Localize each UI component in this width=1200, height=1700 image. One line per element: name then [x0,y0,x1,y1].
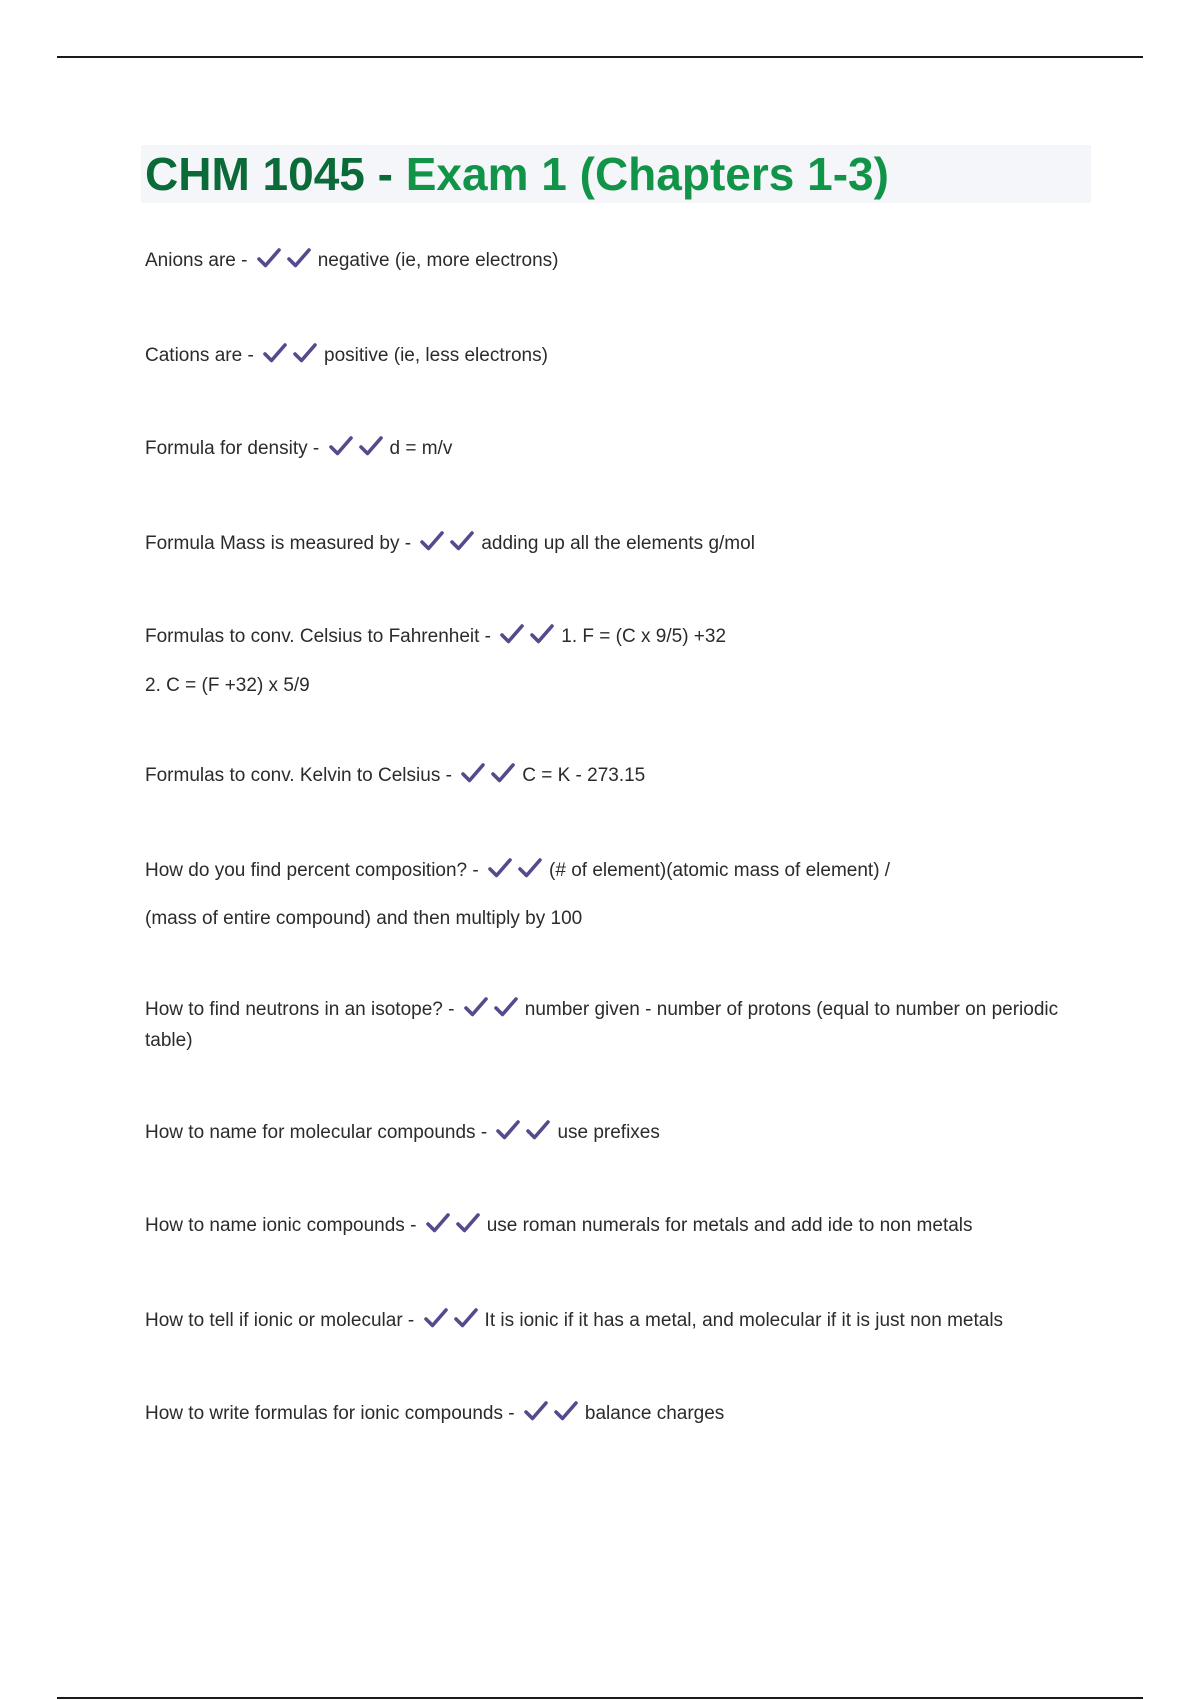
answer-text: 1. F = (C x 9/5) +32 [561,626,727,647]
check-icon [493,996,519,1018]
check-marks [419,530,479,561]
check-marks [463,996,523,1027]
answer-text: C = K - 273.15 [522,765,646,786]
question-text: Cations are - [145,345,260,366]
check-icon [487,857,513,879]
qa-item-density [145,435,1085,466]
check-marks [495,1119,555,1150]
check-icon [460,762,486,784]
qa-item-ionic-formulas [145,1400,1085,1431]
answer-text: It is ionic if it has a metal, and molecular if it is just non metals [484,1310,1004,1331]
question-text: How to write formulas for ionic compounds - [145,1403,520,1424]
title-course: CHM 1045 - [145,148,406,200]
check-icon [286,247,312,269]
check-marks [423,1307,483,1338]
check-icon [358,435,384,457]
qa-item-kelvin-celsius [145,762,1085,793]
page-title [145,145,889,203]
check-icon [455,1212,481,1234]
question-text: How to name for molecular compounds - [145,1122,493,1143]
check-marks [460,762,520,793]
question-text: How to find neutrons in an isotope? - [145,999,460,1020]
question-text: Anions are - [145,250,253,271]
question-text: How do you find percent composition? - [145,860,485,881]
qa-item-neutrons [145,996,1085,1055]
question-text: Formula Mass is measured by - [145,533,417,554]
qa-item-percent-composition [145,857,1085,933]
bottom-rule [57,1697,1143,1699]
check-marks [256,247,316,278]
check-icon [425,1212,451,1234]
title-exam: Exam 1 (Chapters 1-3) [405,148,889,200]
answer-text: (# of element)(atomic mass of element) / [549,860,891,881]
check-icon [423,1307,449,1329]
check-icon [529,623,555,645]
answer-text: negative (ie, more electrons) [317,250,559,271]
answer-text: number given - number of protons (equal to number on periodic table) [145,999,1059,1051]
answer-text: use roman numerals for metals and add ide to non metals [486,1215,973,1236]
check-marks [487,857,547,888]
check-marks [523,1400,583,1431]
check-icon [449,530,475,552]
answer-text: d = m/v [389,438,453,459]
question-text: How to name ionic compounds - [145,1215,422,1236]
check-icon [453,1307,479,1329]
check-icon [553,1400,579,1422]
answer-text: adding up all the elements g/mol [481,533,755,554]
qa-item-ionic-or-molecular [145,1307,1085,1338]
qa-item-anions [145,247,1085,278]
qa-item-celsius-fahrenheit [145,623,1085,700]
qa-item-formula-mass [145,530,1085,561]
question-text: Formulas to conv. Celsius to Fahrenheit - [145,626,497,647]
check-marks [499,623,559,654]
check-icon [262,342,288,364]
check-icon [495,1119,521,1141]
question-text: Formula for density - [145,438,325,459]
check-icon [517,857,543,879]
answer-text: positive (ie, less electrons) [324,345,548,366]
check-icon [419,530,445,552]
check-marks [328,435,388,466]
check-icon [499,623,525,645]
qa-item-ionic-naming [145,1212,1085,1243]
question-text: Formulas to conv. Kelvin to Celsius - [145,765,458,786]
answer-text: balance charges [584,1403,725,1424]
check-icon [256,247,282,269]
check-icon [292,342,318,364]
check-marks [262,342,322,373]
check-icon [525,1119,551,1141]
answer-continuation: (mass of entire compound) and then multiply by 100 [145,908,583,929]
qa-item-cations [145,342,1085,373]
qa-item-molecular-naming [145,1119,1085,1150]
check-icon [328,435,354,457]
answer-continuation: 2. C = (F +32) x 5/9 [145,675,310,696]
check-marks [425,1212,485,1243]
question-text: How to tell if ionic or molecular - [145,1310,420,1331]
check-icon [523,1400,549,1422]
top-rule [57,56,1143,58]
check-icon [490,762,516,784]
check-icon [463,996,489,1018]
answer-text: use prefixes [557,1122,660,1143]
